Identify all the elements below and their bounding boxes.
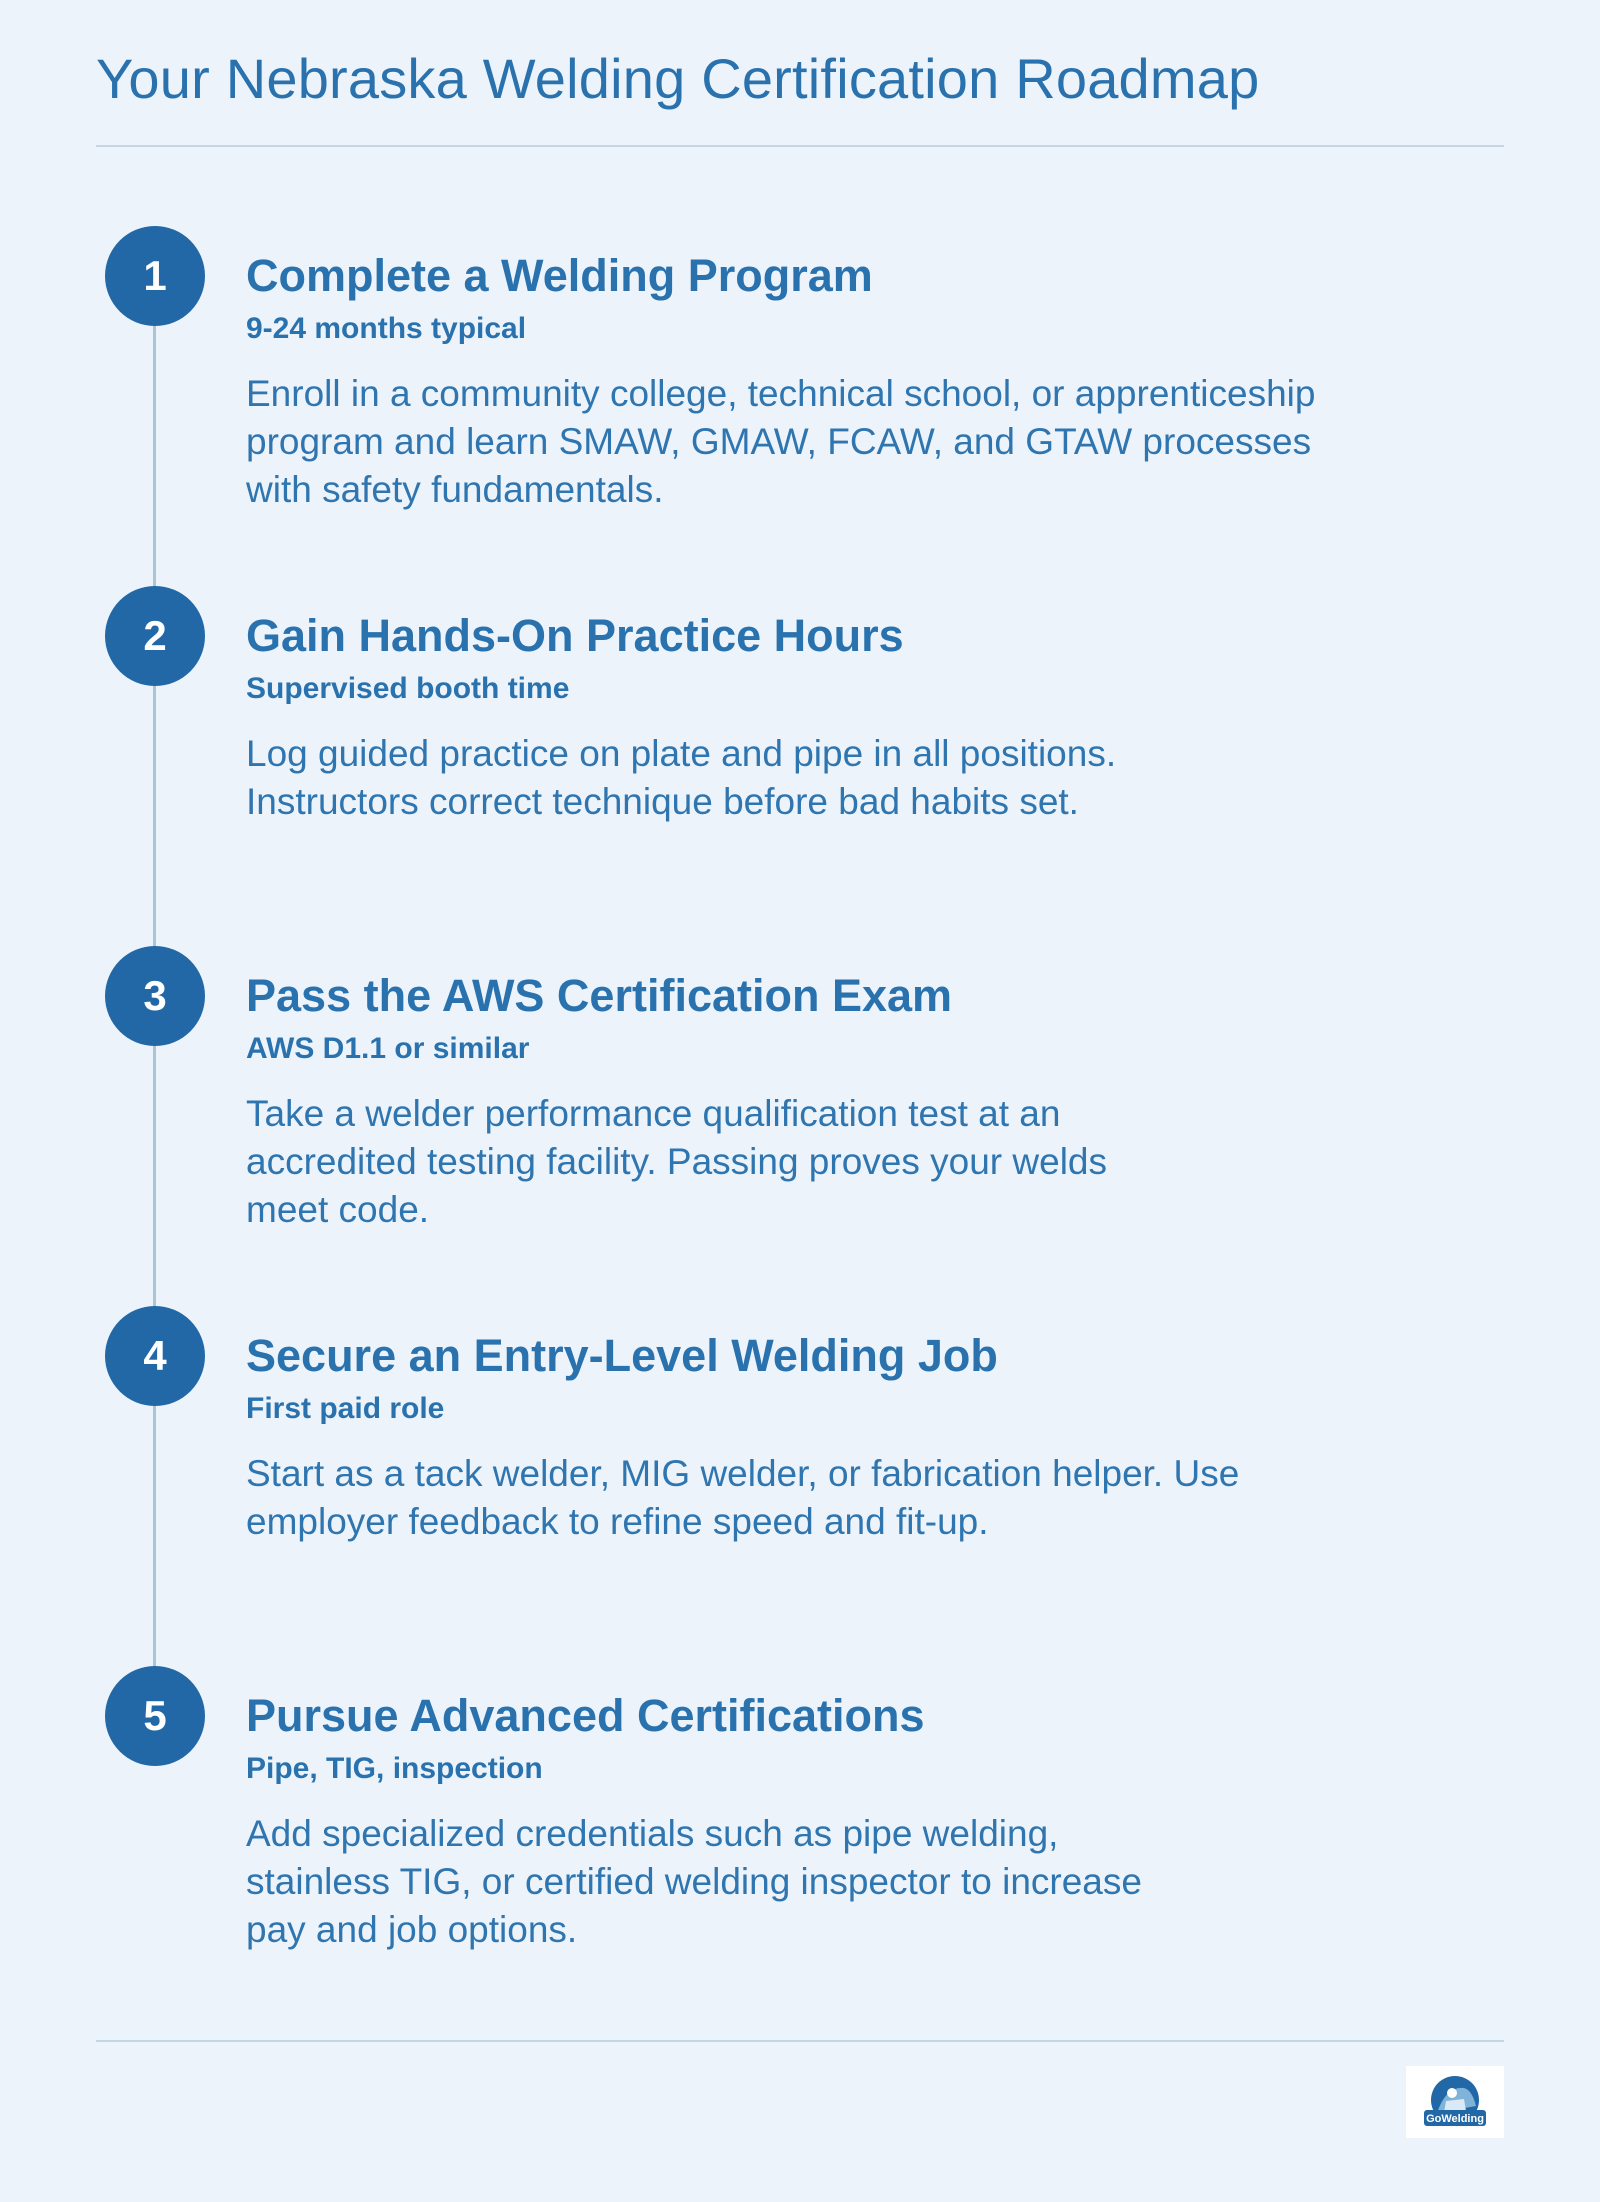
step-number-badge: 3: [105, 946, 205, 1046]
step-title: Gain Hands-On Practice Hours: [246, 610, 904, 661]
step-number-badge: 5: [105, 1666, 205, 1766]
step-title: Complete a Welding Program: [246, 250, 873, 301]
step-description: Log guided practice on plate and pipe in all positions. Instructors correct technique before bad habits set.: [246, 733, 1117, 822]
page-title: Your Nebraska Welding Certification Roadmap: [96, 47, 1260, 110]
footer-divider: [96, 2040, 1504, 2042]
gowelding-logo: [1406, 2066, 1504, 2138]
step-subtitle: 9-24 months typical: [246, 312, 527, 345]
step-title: Pursue Advanced Certifications: [246, 1690, 925, 1741]
step-title: Pass the AWS Certification Exam: [246, 970, 953, 1021]
step-content: [246, 968, 1386, 1234]
header-divider: [96, 145, 1504, 147]
step-content: [246, 1688, 1386, 1954]
step-number-badge: 4: [105, 1306, 205, 1406]
step-subtitle: First paid role: [246, 1392, 445, 1425]
step-title: Secure an Entry-Level Welding Job: [246, 1330, 998, 1381]
step-subtitle: AWS D1.1 or similar: [246, 1032, 530, 1065]
step-content: [246, 248, 1386, 514]
step-description: Add specialized credentials such as pipe welding, stainless TIG, or certified welding inspector to increase pay and job options.: [246, 1813, 1142, 1950]
step-subtitle: Supervised booth time: [246, 672, 570, 705]
step-description: Start as a tack welder, MIG welder, or fabrication helper. Use employer feedback to refine speed and fit-up.: [246, 1453, 1240, 1542]
step-description: Enroll in a community college, technical school, or apprenticeship program and learn SMAW, GMAW, FCAW, and GTAW processes with safety fundamentals.: [246, 373, 1316, 510]
step-description: Take a welder performance qualification test at an accredited testing facility. Passing proves your welds meet code.: [246, 1093, 1107, 1230]
step-subtitle: Pipe, TIG, inspection: [246, 1752, 543, 1785]
logo-text: GoWelding: [1426, 2113, 1484, 2125]
step-number-badge: 1: [105, 226, 205, 326]
step-content: [246, 1328, 1386, 1546]
step-content: [246, 608, 1386, 826]
welder-logo-icon: [1406, 2066, 1504, 2138]
step-number-badge: 2: [105, 586, 205, 686]
